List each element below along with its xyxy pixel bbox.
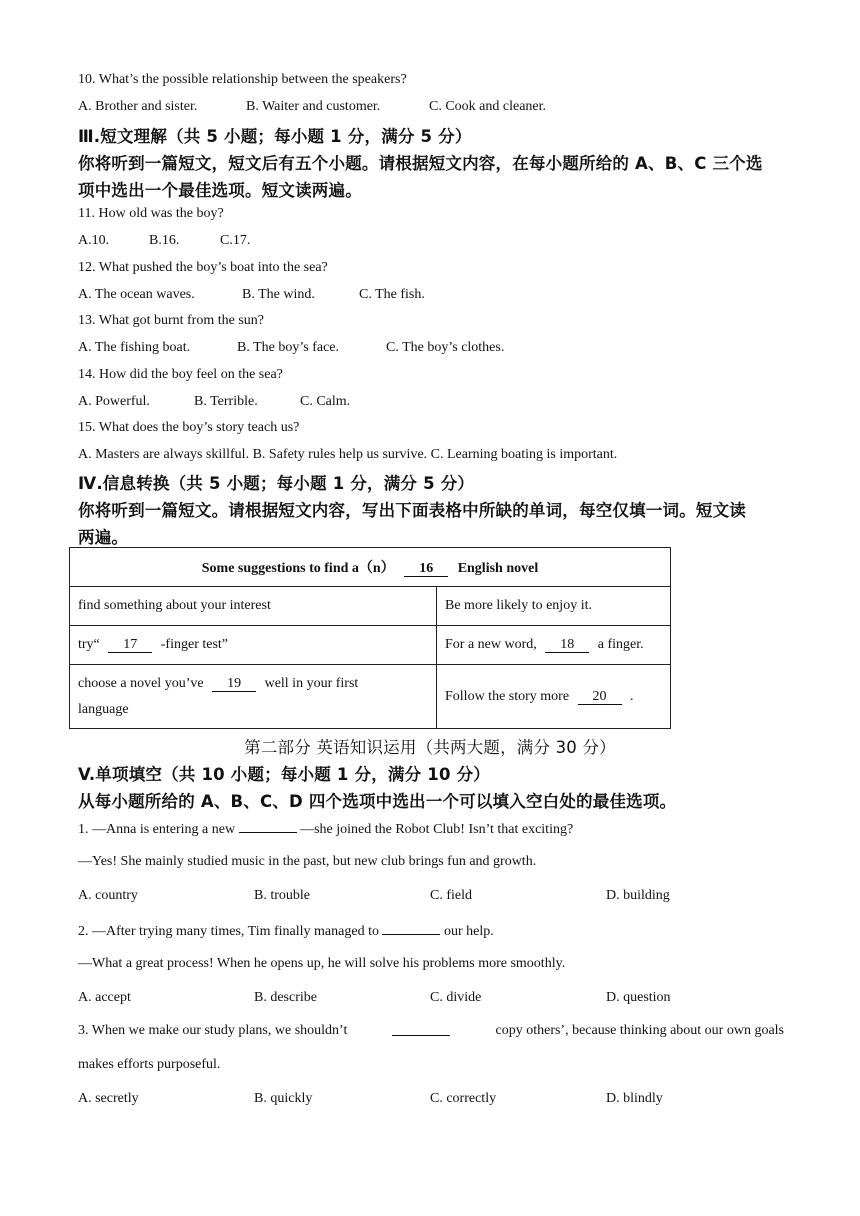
option-a: A. accept (78, 990, 131, 1005)
section-3-instruction-line2: 项中选出一个最佳选项。短文读两遍。 (78, 181, 362, 200)
option-c: C. Calm. (300, 394, 351, 409)
option-b: B. trouble (254, 888, 310, 903)
fill-blank (392, 1023, 450, 1036)
mc-question-1-line2: —Yes! She mainly studied music in the past, but new club brings fun and growth. (78, 854, 537, 869)
table-row-left-text: -finger test” (160, 637, 229, 652)
mc-question-3 (78, 1023, 784, 1039)
option-c: C.17. (220, 233, 251, 248)
option-c: C. Cook and cleaner. (429, 99, 547, 114)
option-b: B. The wind. (242, 287, 315, 302)
question-text: 1. —Anna is entering a new (78, 822, 236, 837)
answer-blank-18: 18 (545, 637, 589, 653)
table-row-left-text: find something about your interest (78, 598, 271, 613)
question-15: 15. What does the boy’s story teach us? (78, 420, 300, 435)
option-a: A. Brother and sister. (78, 99, 198, 114)
option-c: C. field (430, 888, 472, 903)
mc-question-2 (78, 922, 494, 940)
table-header (70, 548, 671, 587)
question-text: copy others’, because thinking about our own goals (495, 1023, 784, 1038)
table-row-left-text: choose a novel you’ve (78, 675, 204, 691)
section-4-title: Ⅳ.信息转换（共 5 小题；每小题 1 分，满分 5 分） (78, 474, 475, 493)
option-b: B. Terrible. (194, 394, 258, 409)
option-d: D. building (606, 888, 670, 903)
question-12: 12. What pushed the boy’s boat into the sea? (78, 260, 328, 275)
table-cell (437, 665, 671, 729)
option-b: B.16. (149, 233, 180, 248)
option-b: B. quickly (254, 1091, 313, 1106)
answer-blank-17: 17 (108, 637, 152, 653)
question-text: 3. When we make our study plans, we shouldn’t (78, 1023, 348, 1038)
option-a: A. secretly (78, 1091, 139, 1106)
option-a: A. country (78, 888, 138, 903)
question-text: our help. (443, 924, 494, 939)
question-11: 11. How old was the boy? (78, 206, 224, 221)
table-row-right-text: Be more likely to enjoy it. (445, 598, 592, 613)
table-row-right-text: For a new word, (445, 637, 537, 652)
option-b: B. describe (254, 990, 317, 1005)
answer-blank-19: 19 (212, 676, 256, 692)
table-cell (437, 587, 671, 626)
info-table (69, 547, 671, 729)
table-row-left-text: well in your first (264, 675, 359, 691)
table-cell (70, 587, 437, 626)
mc-question-2-line2: —What a great process! When he opens up, he will solve his problems more smoothly. (78, 956, 566, 971)
section-4-instruction-line2: 两遍。 (78, 528, 129, 547)
table-row-left-text: try“ (78, 637, 100, 652)
section-3-instruction-line1: 你将听到一篇短文，短文后有五个小题。请根据短文内容，在每小题所给的 A、B、C 三个选 (78, 154, 763, 173)
option-b: B. Waiter and customer. (246, 99, 381, 114)
table-header-text: Some suggestions to find a（n） (201, 561, 395, 576)
part-2-heading: 第二部分 英语知识运用（共两大题，满分 30 分） (244, 738, 616, 757)
section-3-title: Ⅲ.短文理解（共 5 小题；每小题 1 分，满分 5 分） (78, 127, 472, 146)
option-c: C. The boy’s clothes. (386, 340, 505, 355)
answer-blank-20: 20 (578, 689, 622, 705)
question-10: 10. What’s the possible relationship between the speakers? (78, 72, 407, 87)
mc-question-3-line2: makes efforts purposeful. (78, 1057, 221, 1072)
question-text: 2. —After trying many times, Tim finally managed to (78, 924, 379, 939)
table-row-right-text: Follow the story more (445, 688, 570, 704)
table-row-right-text: . (630, 688, 634, 704)
table-cell (70, 665, 437, 729)
question-15-options: A. Masters are always skillful. B. Safety rules help us survive. C. Learning boating is important. (78, 447, 618, 462)
table-row-right-text: a finger. (597, 637, 644, 652)
table-cell (437, 626, 671, 665)
option-a: A. The fishing boat. (78, 340, 191, 355)
option-a: A. The ocean waves. (78, 287, 195, 302)
option-c: C. The fish. (359, 287, 425, 302)
fill-blank (239, 820, 297, 833)
question-text: —she joined the Robot Club! Isn’t that exciting? (300, 822, 574, 837)
section-4-instruction-line1: 你将听到一篇短文。请根据短文内容，写出下面表格中所缺的单词，每空仅填一词。短文读 (78, 501, 746, 520)
mc-question-1 (78, 820, 573, 838)
fill-blank (382, 922, 440, 935)
table-cell (70, 626, 437, 665)
option-c: C. correctly (430, 1091, 497, 1106)
section-5-title: V.单项填空（共 10 小题；每小题 1 分，满分 10 分） (78, 765, 490, 784)
table-row-left-text: language (78, 701, 129, 717)
option-c: C. divide (430, 990, 482, 1005)
section-5-instruction: 从每小题所给的 A、B、C、D 四个选项中选出一个可以填入空白处的最佳选项。 (78, 792, 677, 811)
option-d: D. question (606, 990, 671, 1005)
option-b: B. The boy’s face. (237, 340, 339, 355)
question-14: 14. How did the boy feel on the sea? (78, 367, 283, 382)
table-header-text: English novel (457, 561, 539, 576)
option-a: A. Powerful. (78, 394, 150, 409)
answer-blank-16: 16 (404, 561, 448, 577)
question-13: 13. What got burnt from the sun? (78, 313, 264, 328)
option-a: A.10. (78, 233, 110, 248)
option-d: D. blindly (606, 1091, 663, 1106)
